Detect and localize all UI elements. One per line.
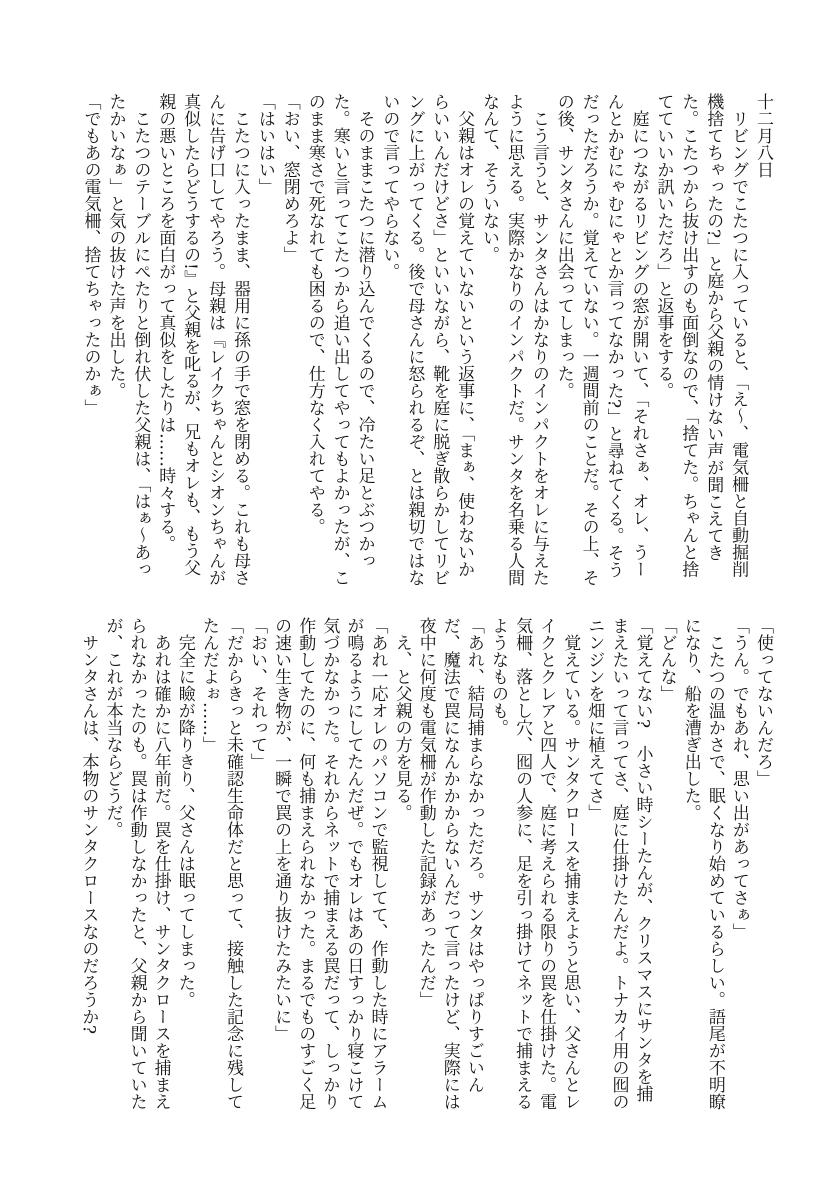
bottom-text-block [76,617,775,1113]
text-column: の後、サンタさんに出会ってしまった。 [553,93,574,399]
text-column: られなかったのも。罠は作動しなかったと、父親から聞いていた [126,617,147,1110]
text-column: こたつに入ったまま、器用に孫の手で窓を閉める。これも母さ [229,93,250,586]
text-column: 庭につながるリビングの窓が開いて、「それさぁ、オレ、うー [628,93,649,578]
text-column: ようなものも。 [487,617,508,736]
text-column: こたつの温かさで、眠くなり始めているらしい。語尾が不明瞭 [704,617,725,1110]
text-column: まえたいって言ってさ、庭に仕掛けたんだよ。トナカイ用の囮の [608,617,629,1110]
text-column: なんて、そういない。 [479,93,500,263]
text-column: たかいなぁ」と気の抜けた声を出した。 [105,93,126,399]
text-column: ように思える。実際かなりのインパクトだ。サンタを名乗る人間 [503,93,524,586]
text-column: 気柵、落とし穴、囮の人参に、足を引っ掛けてネットで捕まえる [512,617,533,1110]
text-column: 父親はオレの覚えていないという返事に、「まぁ、使わないか [454,93,475,578]
text-column: 「はいはい」 [254,93,275,195]
text-column: てていいか訊いただろ」と返事をする。 [653,93,674,399]
text-column: らいいんだけどさ」といいながら、靴を庭に脱ぎ散らかしてリビ [429,93,450,586]
text-column: え、と父親の方を見る。 [391,617,412,821]
text-column: 気づかなかった。それからネットで捕まえる罠だって、しっかり [319,617,340,1110]
text-column: になり、船を漕ぎ出した。 [680,617,701,821]
text-column: 「でもあの電気柵、捨てちゃったのかぁ」 [80,93,101,416]
text-column: 「あれ一応オレのパソコンで監視してて、作動した時にアラーム [367,617,388,1110]
text-column: 夜中に何度も電気柵が作動した記録があったんだ」 [415,617,436,1008]
text-column: ングに上がってくる。後で母さんに怒られるぞ、とは親切ではな [404,93,425,586]
text-column: ニンジンを畑に植えてさ」 [584,617,605,821]
text-column: が、これが本当ならどうだ。 [102,617,123,838]
text-column: が鳴るようにしてたんだぜ。でもオレはあの日すっかり寝こけて [343,617,364,1110]
text-column: 「おい、それって」 [247,617,268,770]
text-column: いので言ってやらない。 [379,93,400,280]
date-heading: 十二月八日 [753,93,773,178]
text-column: リビングでこたつに入っていると、「え〜、電気柵と自動掘削 [728,93,749,578]
text-column: だっただろうか。覚えていない。一週間前のことだ。その上、そ [578,93,599,586]
text-column: こう言うと、サンタさんはかなりのインパクトをオレに与えた [528,93,549,586]
text-column: 真似したらどうするの!』と父親を叱るが、兄もオレも、もう父 [180,93,201,576]
text-column: の速い生き物が、一瞬で罠の上を通り抜けたみたいに」 [271,617,292,1042]
text-column: んに告げ口してやろう。母親は『レイクちゃんとシオンちゃんが [205,93,226,586]
text-column: 「あれ、結局捕まらなかっただろ。サンタはやっぱりすごいん [463,617,484,1093]
text-column: た。寒いと言ってこたつから追い出してやってもよかったが、こ [329,93,350,586]
text-column: そのままこたつに潜り込んでくるので、冷たい足とぶつかっ [354,93,375,569]
top-text-block [78,93,775,589]
text-column: 覚えている。サンタクロースを捕まえようと思い、父さんとレ [560,617,581,1110]
text-column: 「おい、窓閉めろよ」 [279,93,300,263]
text-column: だ、魔法で罠になんかかからないんだって言ったけど、実際には [439,617,460,1110]
text-column: た。こたつから抜け出すのも面倒なので、「捨てた。ちゃんと捨 [678,93,699,578]
text-column: 「使ってないんだろ」 [753,617,773,787]
text-column: あれは確かに八年前だ。罠を仕掛け、サンタクロースを捕まえ [150,617,171,1110]
text-column: 完全に瞼が降りきり、父さんは眠ってしまった。 [174,617,195,1008]
text-column: サンタさんは、本物のサンタクロースなのだろうか? [78,617,99,1035]
text-column: 作動してたのに、何も捕まえられなかった。まるでものすごく足 [295,617,316,1110]
text-column: 「だからきっと未確認生命体だと思って、接触した記念に残して [222,617,243,1110]
text-column: こたつのテーブルにぺたりと倒れ伏した父親は、「はぁ〜あっ [130,93,151,578]
text-column: のまま寒さで死なれても困るので、仕方なく入れてやる。 [304,93,325,535]
text-column: 「どんな」 [656,617,677,702]
text-column: 「うん。でもあれ、思い出があってさぁ」 [728,617,749,940]
text-column: イクとクレアと四人で、庭に考えられる限りの罠を仕掛けた。電 [536,617,557,1110]
text-column: んとかむにゃむにゃとか言ってなかった?」と尋ねてくる。そう [603,93,624,579]
text-column: 親の悪いところを面白がって真似をしたりは……時々する。 [155,93,176,552]
text-column: 機捨てちゃったの?」と庭から父親の情けない声が聞こえてき [703,93,724,562]
text-column: 「覚えてない? 小さい時シーたんが、クリスマスにサンタを捕 [632,617,653,1103]
text-column: たんだよぉ……」 [198,617,219,753]
